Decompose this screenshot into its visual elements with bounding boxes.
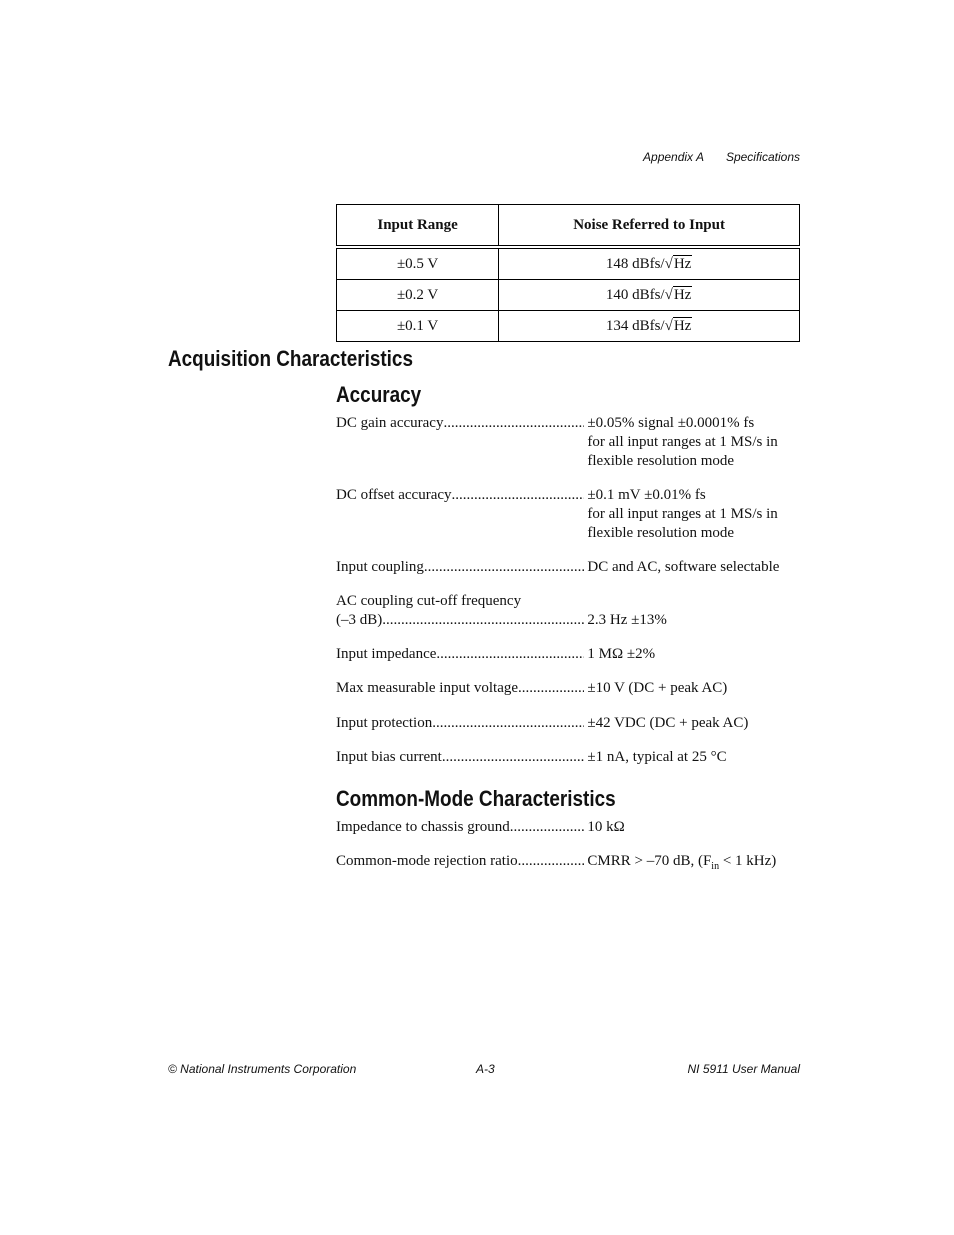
appendix-label: Appendix A — [643, 150, 704, 164]
footer-page-number: A-3 — [476, 1062, 495, 1076]
cell-range: ±0.1 V — [337, 311, 499, 342]
spec-value: ±1 nA, typical at 25 °C — [587, 749, 727, 765]
running-header — [621, 150, 800, 164]
footer-manual-title: NI 5911 User Manual — [687, 1062, 800, 1076]
spec-value: CMRR > –70 dB, ($F_{in} < 1$ kHz) — [587, 853, 777, 872]
spec-value: DC and AC, software selectable — [587, 559, 780, 575]
spec-input-protection: Input protection ..... ±42 VDC (DC + peak AC) — [336, 714, 800, 733]
cell-noise: 134 dBfs/√Hz — [499, 311, 800, 342]
table-row — [337, 247, 800, 280]
spec-value: 1 MΩ ±2% — [587, 646, 656, 662]
spec-ac-coupling-cutoff: AC coupling cut-off frequency (–3 dB) ..... 2.3 Hz ±13% — [336, 592, 800, 630]
spec-input-bias-current: Input bias current ..... ±1 nA, typical at 25 °C — [336, 748, 800, 767]
col-header-noise: Noise Referred to Input — [499, 205, 800, 248]
cell-noise: 140 dBfs/√Hz — [499, 280, 800, 311]
spec-input-impedance: Input impedance ..... 1 MΩ ±2% — [336, 645, 800, 664]
common-mode-title: Common-Mode Characteristics — [336, 786, 616, 811]
cell-range: ±0.2 V — [337, 280, 499, 311]
spec-cmrr: Common-mode rejection ratio ..... CMRR > –70 dB, ($F_{in} < 1$ kHz) — [336, 852, 800, 876]
spec-value: ±0.05% signal ±0.0001% fs for all input ranges at 1 MS/s in flexible resolution mode — [587, 415, 778, 469]
cell-range: ±0.5 V — [337, 247, 499, 280]
spec-value: 10 kΩ — [587, 819, 625, 835]
spec-value: ±10 V (DC + peak AC) — [587, 680, 728, 696]
spec-input-coupling: Input coupling ..... DC and AC, software selectable — [336, 558, 800, 577]
sqrt-symbol: √Hz — [664, 286, 692, 303]
table-row — [337, 311, 800, 342]
spec-impedance-chassis: Impedance to chassis ground ..... 10 kΩ — [336, 818, 800, 837]
footer-copyright: © National Instruments Corporation — [168, 1062, 357, 1076]
section-title: Acquisition Characteristics — [168, 346, 413, 371]
spec-dc-gain-accuracy: DC gain accuracy ..... ±0.05% signal ±0.0001% fs for all input ranges at 1 MS/s in flexible resolution mode — [336, 414, 800, 471]
cell-noise: 148 dBfs/√Hz — [499, 247, 800, 280]
chapter-label: Specifications — [725, 150, 800, 164]
spec-max-input-voltage: Max measurable input voltage ..... ±10 V (DC + peak AC) — [336, 679, 800, 698]
spec-dc-offset-accuracy: DC offset accuracy ..... ±0.1 mV ±0.01% fs for all input ranges at 1 MS/s in flexible resolution mode — [336, 486, 800, 543]
noise-table — [336, 204, 800, 342]
sqrt-symbol: √Hz — [664, 317, 692, 334]
sqrt-symbol: √Hz — [664, 255, 692, 272]
table-row — [337, 280, 800, 311]
spec-value: 2.3 Hz ±13% — [587, 612, 667, 628]
spec-value: ±42 VDC (DC + peak AC) — [587, 715, 749, 731]
spec-value: ±0.1 mV ±0.01% fs for all input ranges at 1 MS/s in flexible resolution mode — [587, 487, 778, 541]
spec-label-line1: AC coupling cut-off frequency — [336, 593, 522, 609]
col-header-input-range: Input Range — [337, 205, 499, 248]
noise-table-header-row — [337, 205, 800, 248]
accuracy-title: Accuracy — [336, 382, 422, 407]
